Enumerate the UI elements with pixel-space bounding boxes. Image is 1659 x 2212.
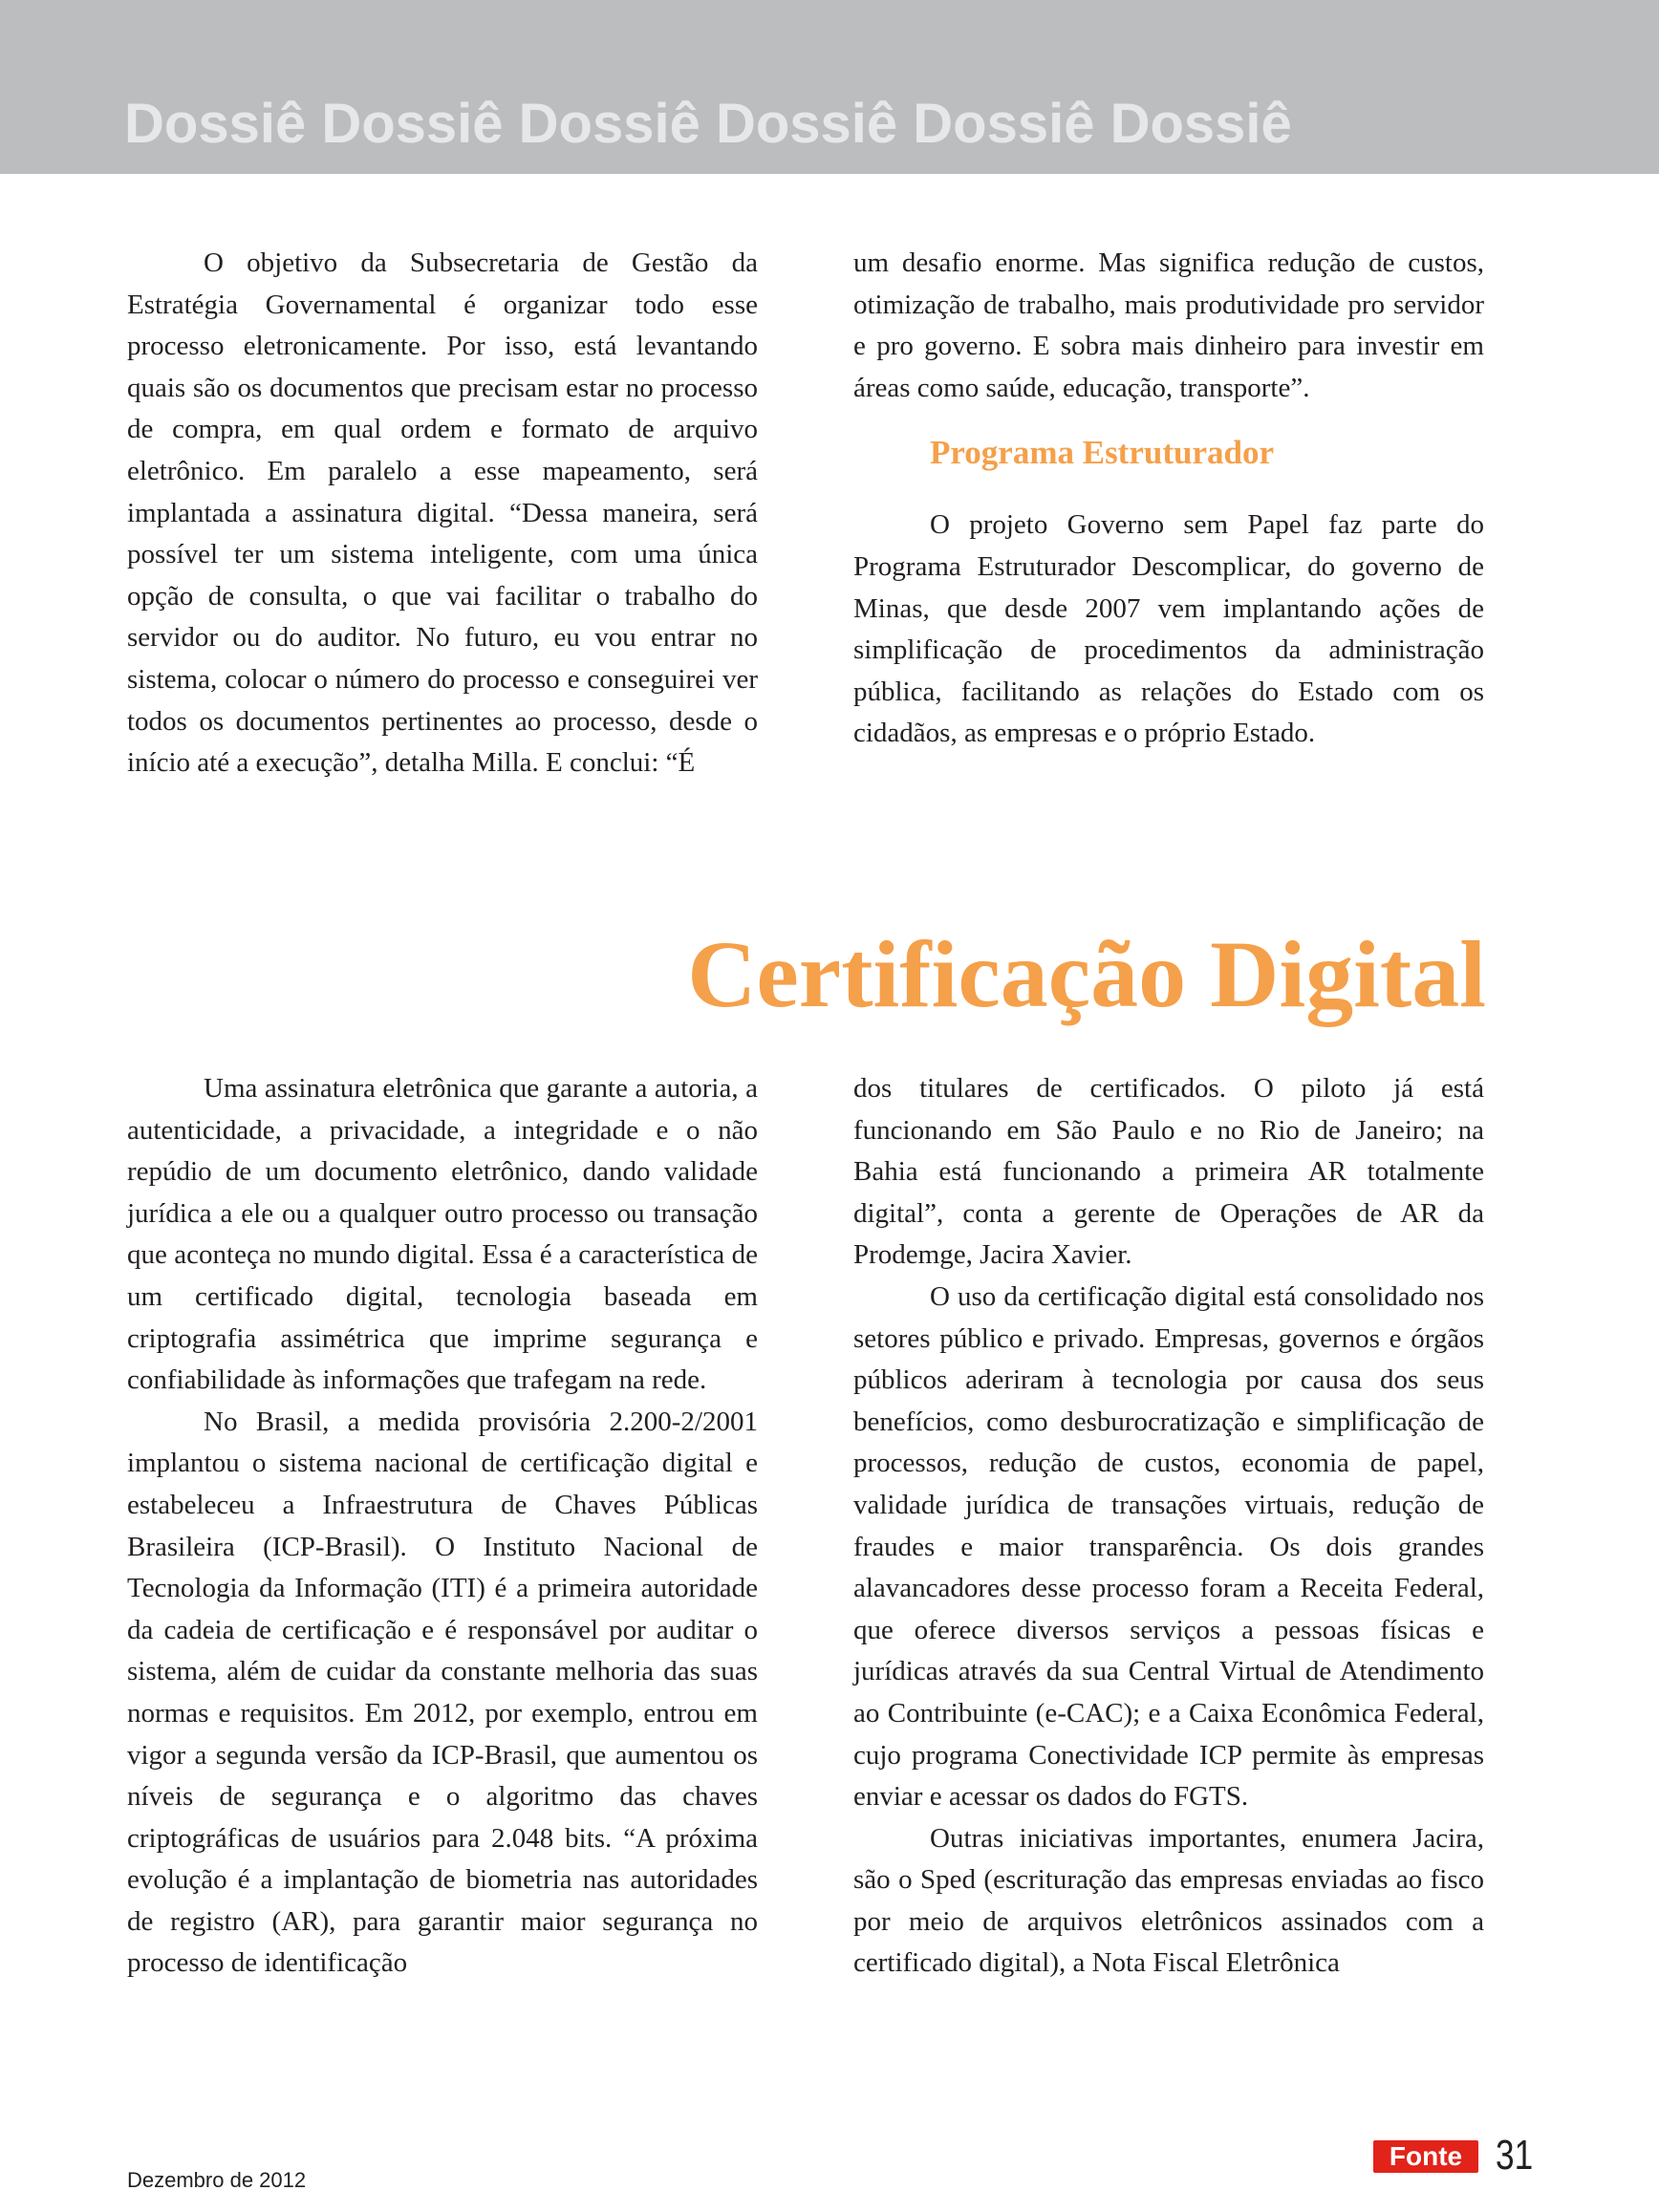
- section-title: Certificação Digital: [687, 921, 1486, 1027]
- section2-left-column: [127, 1068, 758, 1985]
- section2-right-column: [853, 1068, 1484, 1985]
- section1-right-column: [853, 243, 1484, 755]
- body-paragraph: O objetivo da Subsecretaria de Gestão da Estratégia Governamental é organizar todo esse processo eletronicamente. Por isso, está levantando quais são os documentos que precisam estar no processo de compra, em qual ordem e formato de arquivo eletrônico. Em paralelo a esse mapeamento, será implantada a assinatura digital. “Dessa maneira, será possível ter um sistema inteligente, com uma única opção de consulta, o que vai facilitar o trabalho do servidor ou do auditor. No futuro, eu vou entrar no sistema, colocar o número do processo e conseguirei ver todos os documentos pertinentes ao processo, desde o início até a execução”, detalha Milla. E conclui: “É: [127, 247, 758, 779]
- magazine-logo: Fonte: [1373, 2140, 1478, 2173]
- body-paragraph: O projeto Governo sem Papel faz parte do Programa Estruturador Descomplicar, do governo de Minas, que desde 2007 vem implantando ações de simplificação de procedimentos da administração pública, facilitando as relações do Estado com os cidadãos, as empresas e o próprio Estado.: [853, 509, 1484, 749]
- body-paragraph: Outras iniciativas importantes, enumera Jacira, são o Sped (escrituração das empresas enviadas ao fisco por meio de arquivos eletrônicos assinados com a certificado digital), a Nota Fiscal Eletrônica: [853, 1822, 1484, 1979]
- body-paragraph: O uso da certificação digital está consolidado nos setores público e privado. Empresas, governos e órgãos públicos aderiram à tecnologia por causa dos seus benefícios, como desburocratização e simplificação de processos, redução de custos, economia de papel, validade jurídica de transações virtuais, redução de fraudes e maior transparência. Os dois grandes alavancadores desse processo foram a Receita Federal, que oferece diversos serviços a pessoas físicas e jurídicas através da sua Central Virtual de Atendimento ao Contribuinte (e-CAC); e a Caixa Econômica Federal, cujo programa Conectividade ICP permite às empresas enviar e acessar os dados do FGTS.: [853, 1280, 1484, 1813]
- section1-left-column: [127, 243, 758, 784]
- body-paragraph: Uma assinatura eletrônica que garante a autoria, a autenticidade, a privacidade, a integridade e o não repúdio de um documento eletrônico, dando validade jurídica a ele ou a qualquer outro processo ou transação que aconteça no mundo digital. Essa é a característica de um certificado digital, tecnologia baseada em criptografia assimétrica que imprime segurança e confiabilidade às informações que trafegam na rede.: [127, 1073, 758, 1396]
- body-paragraph: No Brasil, a medida provisória 2.200-2/2001 implantou o sistema nacional de certificação digital e estabeleceu a Infraestrutura de Chaves Públicas Brasileira (ICP-Brasil). O Instituto Nacional de Tecnologia da Informação (ITI) é a primeira autoridade da cadeia de certificação e é responsável por auditar o sistema, além de cuidar da constante melhoria das suas normas e requisitos. Em 2012, por exemplo, entrou em vigor a segunda versão da ICP-Brasil, que aumentou os níveis de segurança e o algoritmo das chaves criptográficas de usuários para 2.048 bits. “A próxima evolução é a implantação de biometria nas autoridades de registro (AR), para garantir maior segurança no processo de identificação: [127, 1406, 758, 1979]
- page-number: 31: [1496, 2132, 1534, 2179]
- body-paragraph: um desafio enorme. Mas significa redução de custos, otimização de trabalho, mais produtividade pro servidor e pro governo. E sobra mais dinheiro para investir em áreas como saúde, educação, transporte”.: [853, 247, 1484, 403]
- subheading: Programa Estruturador: [930, 434, 1274, 472]
- body-paragraph: dos titulares de certificados. O piloto já está funcionando em São Paulo e no Rio de Janeiro; na Bahia está funcionando a primeira AR totalmente digital”, conta a gerente de Operações de AR da Prodemge, Jacira Xavier.: [853, 1073, 1484, 1271]
- issue-date: Dezembro de 2012: [127, 2168, 307, 2192]
- dossie-banner: Dossiê Dossiê Dossiê Dossiê Dossiê Dossiê: [124, 93, 1292, 155]
